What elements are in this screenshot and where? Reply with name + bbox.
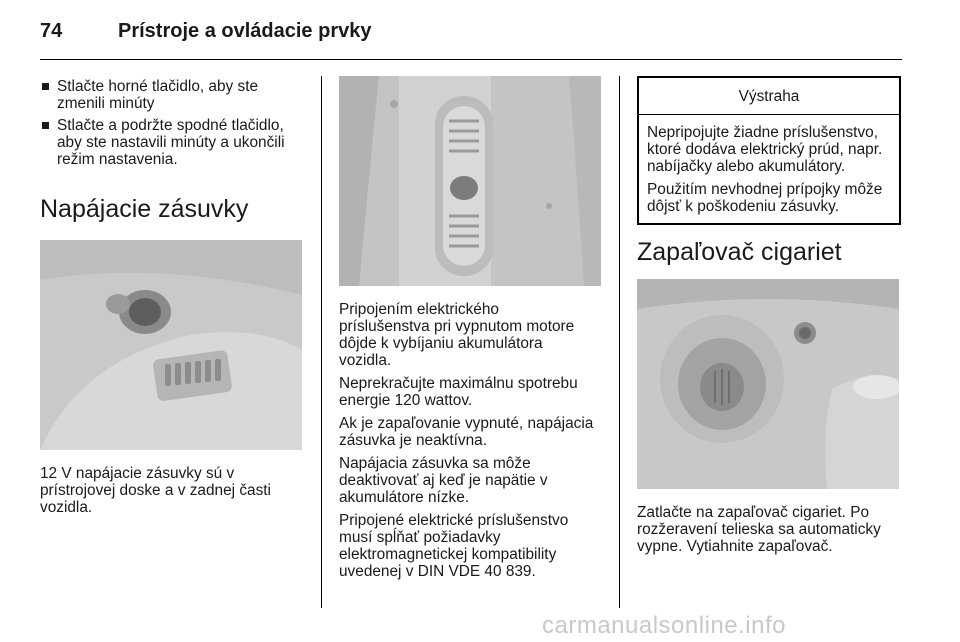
power-outlet-illustration: [40, 240, 302, 450]
column-2: [339, 76, 603, 586]
section-heading-cigarette-lighter: Zapaľovač cigariet: [637, 238, 842, 266]
column-divider-1: [321, 76, 322, 608]
column-3: [637, 76, 901, 561]
column-1: [40, 78, 306, 522]
cigarette-lighter-description: Zatlačte na zapaľovač cigariet. Po rozžeravení telieska sa automaticky vypne. Vytiahnite zapaľovač.: [637, 504, 881, 555]
warning-title: Výstraha: [639, 78, 899, 115]
paragraph: Ak je zapaľovanie vypnuté, napájacia zásuvka je neaktívna.: [339, 415, 594, 449]
rear-outlet-illustration: [339, 76, 601, 286]
warning-box: [637, 76, 901, 225]
header-rule: [40, 59, 902, 60]
page-number: 74: [40, 20, 63, 42]
power-outlet-image: [40, 240, 302, 450]
paragraph: Neprekračujte maximálnu spotrebu energie 120 wattov.: [339, 375, 578, 409]
paragraph: Pripojené elektrické príslušenstvo musí spĺňať požiadavky elektromagnetickej kompatibility uvedenej v DIN VDE 40 839.: [339, 512, 569, 580]
column-divider-2: [619, 76, 620, 608]
paragraph: Napájacia zásuvka sa môže deaktivovať aj keď je napätie v akumulátore nízke.: [339, 455, 548, 506]
power-outlet-description: 12 V napájacie zásuvky sú v prístrojovej doske a v zadnej časti vozidla.: [40, 465, 271, 516]
cigarette-lighter-illustration: [637, 279, 899, 489]
warning-paragraph: Použitím nevhodnej prípojky môže dôjsť k poškodeniu zásuvky.: [647, 181, 883, 215]
page-title: Prístroje a ovládacie prvky: [118, 20, 372, 42]
rear-outlet-image: [339, 76, 601, 286]
paragraph: Pripojením elektrického príslušenstva pri vypnutom motore dôjde k vybíjaniu akumulátora vozidla.: [339, 301, 575, 369]
watermark: carmanualsonline.info: [542, 612, 786, 639]
warning-paragraph: Nepripojujte žiadne príslušenstvo, ktoré dodáva elektrický prúd, napr. nabíjačky alebo akumulátory.: [647, 124, 883, 175]
bullet-item: Stlačte a podržte spodné tlačidlo, aby ste nastavili minúty a ukončili režim nastavenia.: [40, 117, 306, 168]
warning-body: [639, 115, 899, 223]
cigarette-lighter-image: [637, 279, 899, 489]
section-heading-power-outlets: Napájacie zásuvky: [40, 195, 249, 223]
bullet-item: Stlačte horné tlačidlo, aby ste zmenili minúty: [40, 78, 306, 112]
